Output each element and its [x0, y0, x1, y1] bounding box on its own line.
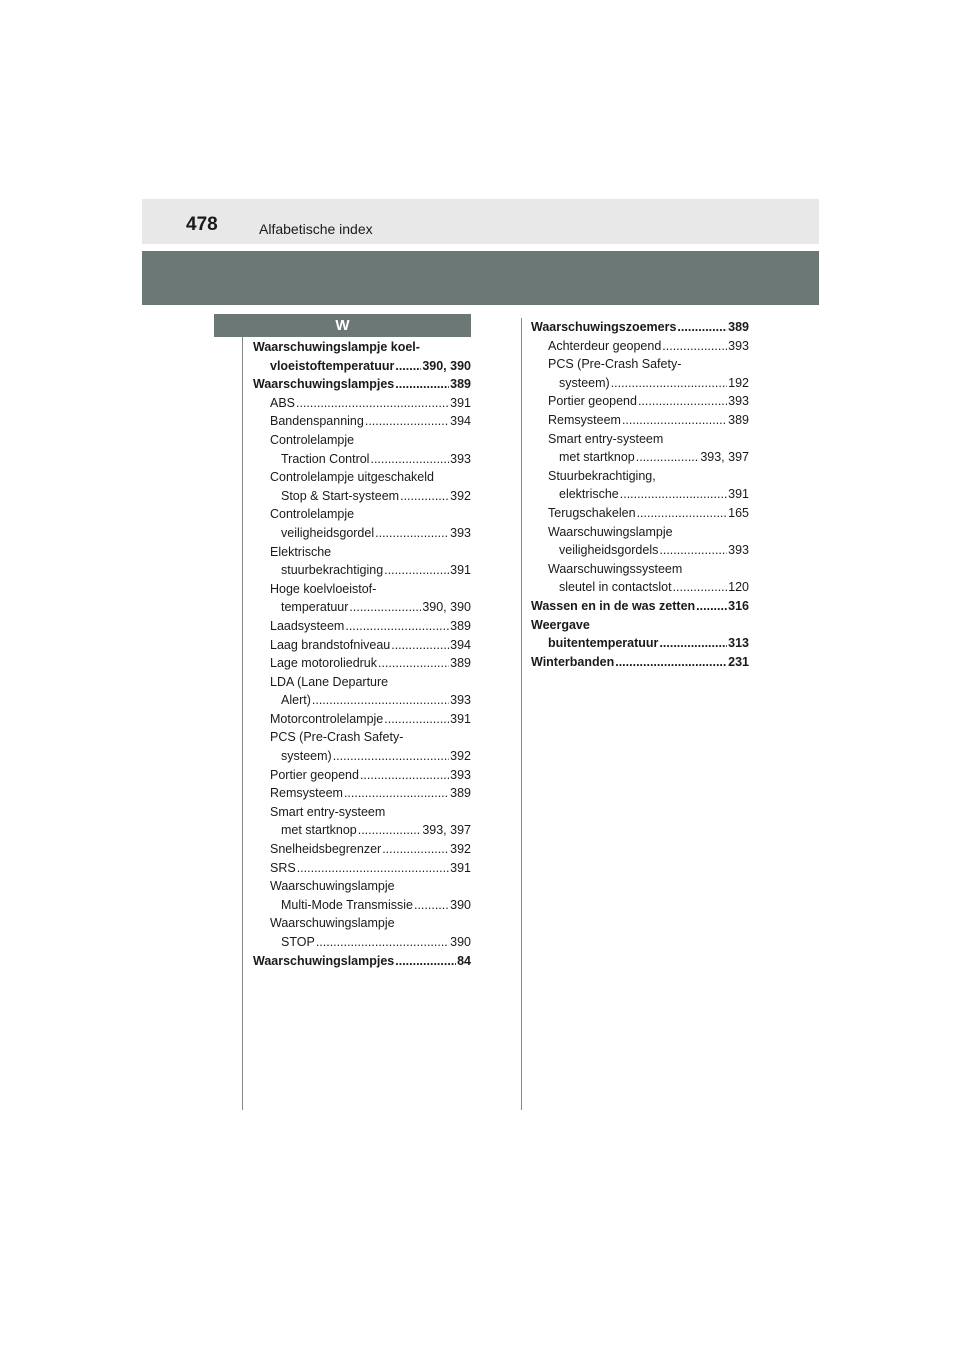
index-entry — [531, 448, 749, 467]
entry-pages: 393 — [728, 543, 749, 558]
leader-dots — [637, 504, 728, 523]
index-heading-line: Waarschuwingssysteem — [548, 561, 683, 576]
entry-pages: 393, 397 — [422, 823, 471, 838]
index-entry — [253, 747, 471, 766]
leader-dots — [638, 392, 727, 411]
entry-pages: 390 — [450, 935, 471, 949]
index-entry — [531, 337, 749, 356]
entry-pages: 391 — [728, 487, 749, 502]
index-heading-line: Weergave — [531, 617, 590, 632]
entry-label: Waarschuwingslampjes — [253, 377, 395, 392]
leader-dots — [662, 337, 727, 356]
entry-label: Stop & Start-systeem — [281, 488, 400, 503]
index-entry — [531, 485, 749, 504]
entry-pages: 392 — [450, 488, 471, 503]
leader-dots — [345, 617, 449, 636]
index-entry — [253, 952, 471, 971]
entry-pages: 165 — [728, 505, 749, 520]
entry-label: Portier geopend — [270, 767, 359, 782]
entry-pages: 390, 390 — [422, 358, 471, 373]
leader-dots — [636, 448, 700, 467]
entry-label: Remsysteem — [548, 412, 621, 427]
entry-label: SRS — [270, 860, 296, 875]
index-entry — [253, 375, 471, 394]
leader-dots — [358, 821, 422, 840]
leader-dots — [395, 375, 449, 394]
index-entry — [531, 392, 749, 411]
leader-dots — [414, 896, 449, 915]
entry-label: veiligheidsgordel — [281, 525, 375, 540]
leader-dots — [400, 487, 449, 506]
entry-pages: 393 — [450, 451, 471, 466]
leader-dots — [622, 411, 727, 430]
index-entry — [253, 617, 471, 636]
index-heading-line: Hoge koelvloeistof- — [270, 581, 377, 596]
index-entry — [253, 450, 471, 469]
entry-label: Motorcontrolelampje — [270, 711, 384, 726]
entry-label: vloeistoftemperatuur — [270, 358, 395, 373]
leader-dots — [333, 747, 449, 766]
leader-dots — [316, 933, 449, 952]
leader-dots — [312, 691, 449, 710]
leader-dots — [365, 412, 449, 431]
entry-pages: 393, 397 — [700, 450, 749, 465]
index-heading-line: Smart entry-systeem — [270, 804, 386, 819]
entry-pages: 389 — [450, 786, 471, 801]
right-column-rule — [521, 318, 522, 1110]
entry-label: ABS — [270, 395, 296, 410]
entry-pages: 84 — [457, 953, 471, 968]
entry-label: systeem) — [559, 375, 610, 390]
entry-label: Achterdeur geopend — [548, 338, 662, 353]
leader-dots — [611, 374, 727, 393]
index-entry — [531, 374, 749, 393]
index-entry — [253, 487, 471, 506]
entry-pages: 391 — [450, 563, 471, 578]
index-heading-line: LDA (Lane Departure — [270, 674, 389, 689]
entry-pages: 390, 390 — [422, 600, 471, 615]
entry-pages: 393 — [450, 767, 471, 782]
entry-pages: 393 — [728, 394, 749, 409]
leader-dots — [659, 634, 727, 653]
leader-dots — [344, 784, 449, 803]
entry-label: Laadsysteem — [270, 618, 345, 633]
entry-label: Laag brandstofniveau — [270, 637, 391, 652]
leader-dots — [677, 318, 727, 337]
index-heading-line: Controlelampje — [270, 507, 355, 522]
leader-dots — [659, 541, 727, 560]
index-entry — [531, 634, 749, 653]
index-heading-line: Elektrische — [270, 544, 332, 559]
entry-label: Lage motoroliedruk — [270, 656, 378, 671]
entry-label: met startknop — [281, 823, 357, 838]
entry-pages: 393 — [728, 338, 749, 353]
entry-label: Wassen en in de was zetten — [531, 598, 696, 613]
entry-pages: 316 — [728, 598, 749, 613]
entry-pages: 389 — [728, 412, 749, 427]
leader-dots — [384, 710, 449, 729]
entry-pages: 392 — [450, 842, 471, 857]
entry-label: Alert) — [281, 693, 311, 708]
entry-pages: 394 — [450, 414, 471, 429]
entry-label: Waarschuwingslampjes — [253, 953, 395, 968]
entry-pages: 389 — [450, 618, 471, 633]
entry-label: STOP — [281, 935, 315, 949]
index-entry — [531, 653, 749, 672]
entry-pages: 392 — [450, 749, 471, 764]
leader-dots — [375, 524, 449, 543]
index-column-right — [531, 318, 749, 671]
leader-dots — [382, 840, 449, 859]
entry-pages: 120 — [728, 580, 749, 595]
leader-dots — [370, 450, 449, 469]
entry-label: systeem) — [281, 749, 332, 764]
entry-pages: 391 — [450, 711, 471, 726]
leader-dots — [395, 357, 421, 376]
index-entry — [253, 561, 471, 580]
index-heading-line: Controlelampje uitgeschakeld — [270, 470, 434, 485]
entry-label: Bandenspanning — [270, 414, 364, 429]
header-bar — [142, 199, 819, 244]
index-entry — [531, 318, 749, 337]
entry-pages: 192 — [728, 375, 749, 390]
entry-label: Portier geopend — [548, 394, 637, 409]
index-entry — [253, 357, 471, 376]
index-heading-line: Stuurbekrachtiging, — [548, 468, 656, 483]
entry-label: elektrische — [559, 487, 619, 502]
index-heading-line: PCS (Pre-Crash Safety- — [270, 730, 404, 745]
entry-pages: 313 — [728, 636, 749, 651]
entry-label: sleutel in contactslot — [559, 580, 672, 595]
entry-pages: 391 — [450, 395, 471, 410]
left-column-rule — [242, 337, 243, 1110]
entry-label: Traction Control — [281, 451, 370, 466]
page-number: 478 — [186, 214, 218, 235]
entry-label: Snelheidsbegrenzer — [270, 842, 382, 857]
entry-label: veiligheidsgordels — [559, 543, 659, 558]
header-band — [142, 251, 819, 305]
entry-label: buitentemperatuur — [548, 636, 659, 651]
index-entry — [531, 541, 749, 560]
entry-label: met startknop — [559, 450, 635, 465]
entry-label: stuurbekrachtiging — [281, 563, 384, 578]
leader-dots — [615, 653, 727, 672]
index-entry — [531, 411, 749, 430]
index-entry — [253, 766, 471, 785]
index-heading-line: Waarschuwingslampje — [548, 524, 673, 539]
index-entry — [253, 394, 471, 413]
index-entry — [253, 691, 471, 710]
section-title: Alfabetische index — [259, 221, 373, 237]
index-entry — [253, 896, 471, 915]
index-entry — [253, 784, 471, 803]
leader-dots — [360, 766, 449, 785]
index-entry — [531, 504, 749, 523]
leader-dots — [384, 561, 449, 580]
entry-label: Terugschakelen — [548, 505, 636, 520]
index-heading-line: Waarschuwingslampje — [270, 879, 395, 894]
entry-pages: 231 — [728, 654, 749, 669]
letter-heading: W — [214, 314, 471, 337]
entry-pages: 394 — [450, 637, 471, 652]
entry-pages: 391 — [450, 860, 471, 875]
index-entry — [253, 821, 471, 840]
entry-label: Remsysteem — [270, 786, 343, 801]
index-entry — [253, 859, 471, 878]
leader-dots — [395, 952, 456, 971]
entry-pages: 389 — [450, 377, 471, 392]
index-entry — [253, 933, 471, 952]
index-entry — [253, 654, 471, 673]
entry-pages: 393 — [450, 525, 471, 540]
index-entry — [253, 840, 471, 859]
index-entry — [253, 524, 471, 543]
entry-pages: 390 — [450, 897, 471, 912]
index-entry — [253, 636, 471, 655]
entry-label: Multi-Mode Transmissie — [281, 897, 413, 912]
index-heading-line: Smart entry-systeem — [548, 431, 664, 446]
index-heading-line: Waarschuwingslampje — [270, 916, 395, 931]
leader-dots — [378, 654, 449, 673]
index-heading-line: Waarschuwingslampje koel- — [253, 340, 420, 354]
leader-dots — [349, 598, 421, 617]
leader-dots — [673, 578, 728, 597]
entry-pages: 389 — [450, 656, 471, 671]
index-entry — [253, 710, 471, 729]
entry-label: Winterbanden — [531, 654, 615, 669]
leader-dots — [620, 485, 727, 504]
entry-label: temperatuur — [281, 600, 349, 615]
index-column-left — [253, 338, 471, 970]
index-entry — [253, 412, 471, 431]
index-entry — [253, 598, 471, 617]
leader-dots — [297, 859, 449, 878]
leader-dots — [391, 636, 449, 655]
index-heading-line: PCS (Pre-Crash Safety- — [548, 357, 682, 372]
index-heading-line: Controlelampje — [270, 432, 355, 447]
leader-dots — [696, 597, 727, 616]
entry-pages: 393 — [450, 693, 471, 708]
index-entry — [531, 578, 749, 597]
entry-label: Waarschuwingszoemers — [531, 320, 677, 334]
entry-pages: 389 — [728, 320, 749, 334]
leader-dots — [296, 394, 449, 413]
index-entry — [531, 597, 749, 616]
